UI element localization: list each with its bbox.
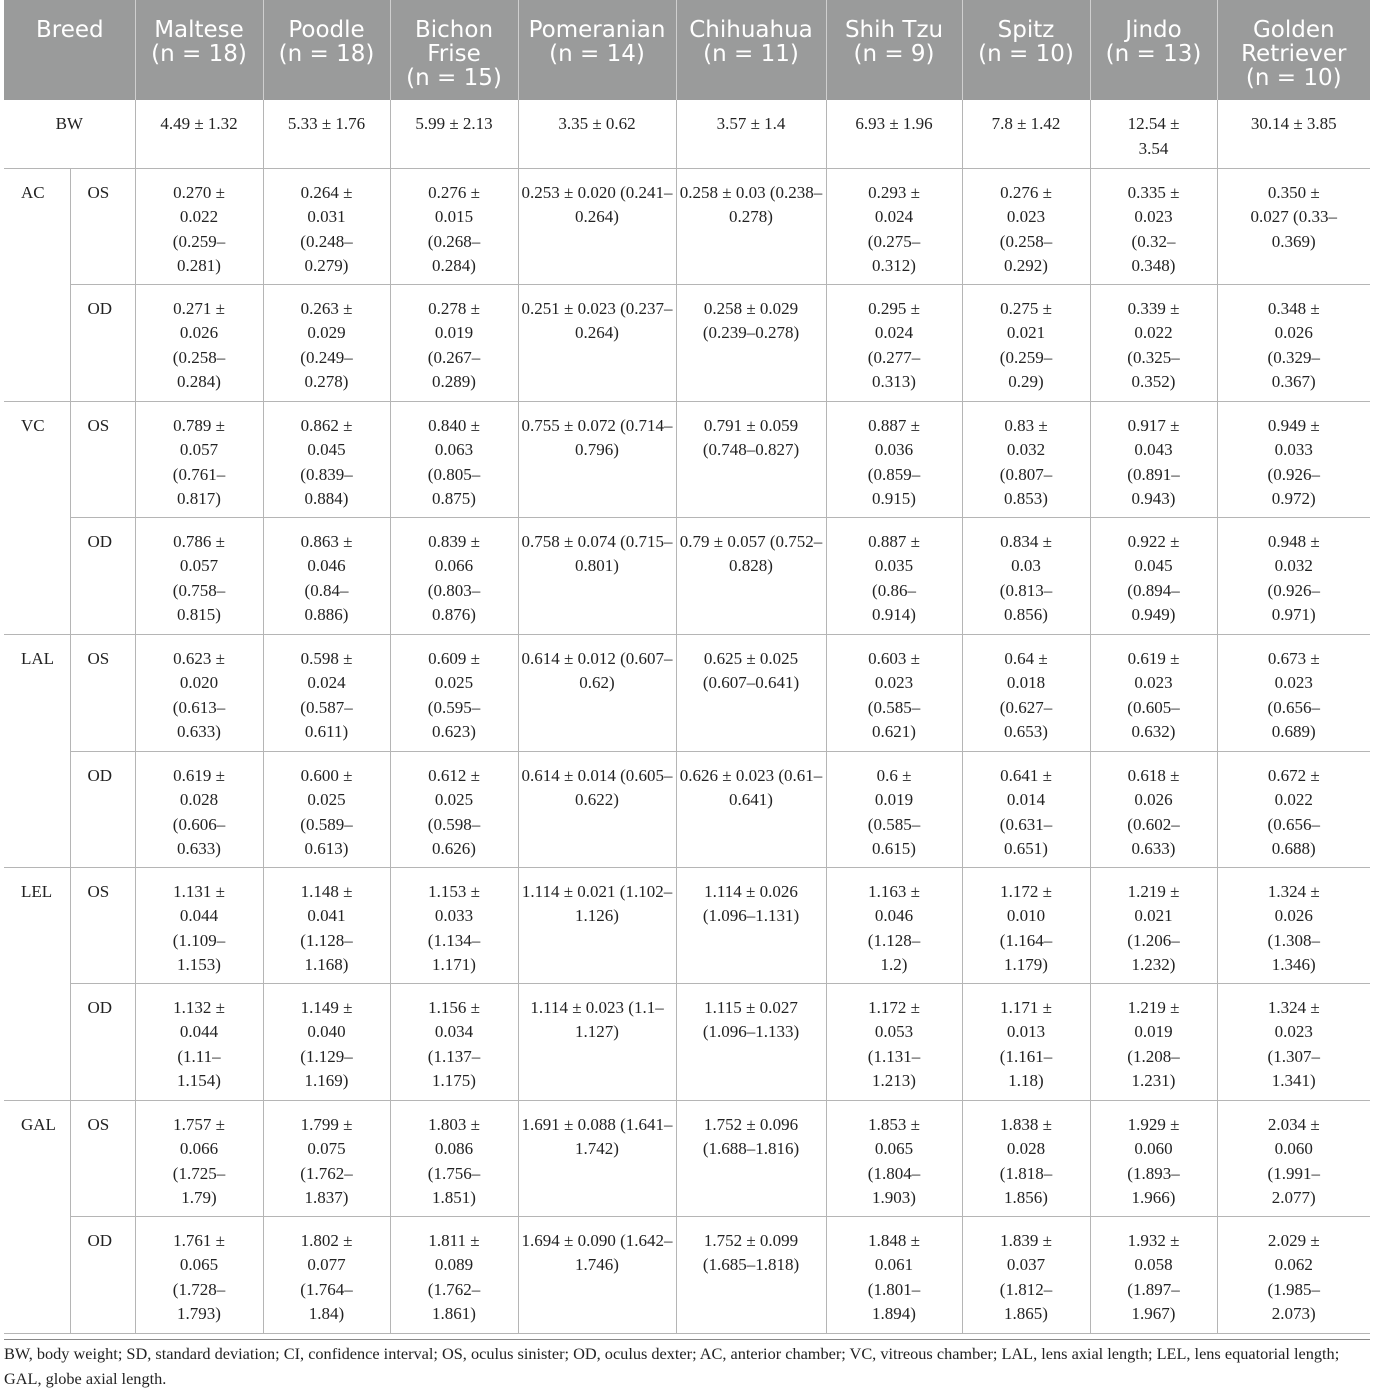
table-cell: 0.275 ± 0.021 (0.259–0.29) (962, 284, 1090, 401)
table-row-lel-os (4, 867, 1370, 983)
table-cell: 0.600 ± 0.025 (0.589–0.613) (263, 751, 390, 867)
table-row-ac-od (4, 284, 1370, 401)
table-row-lal-os (4, 634, 1370, 751)
table-cell: 1.172 ± 0.053 (1.131–1.213) (826, 983, 962, 1100)
table-cell: 0.253 ± 0.020 (0.241–0.264) (518, 168, 676, 284)
table-cell: 1.757 ± 0.066 (1.725–1.79) (135, 1100, 263, 1216)
eye-label: OS (70, 1100, 135, 1216)
table-row-ac-os (4, 168, 1370, 284)
table-cell: 0.276 ± 0.015 (0.268–0.284) (390, 168, 518, 284)
table-cell: 1.114 ± 0.026 (1.096–1.131) (676, 867, 826, 983)
table-cell: 1.324 ± 0.026 (1.308–1.346) (1217, 867, 1370, 983)
sample-size: (n = 9) (853, 41, 935, 67)
table-cell: 1.848 ± 0.061 (1.801–1.894) (826, 1216, 962, 1333)
table-cell: 0.922 ± 0.045 (0.894–0.949) (1090, 517, 1217, 634)
table-row-vc-os (4, 401, 1370, 517)
table-cell: 0.917 ± 0.043 (0.891–0.943) (1090, 401, 1217, 517)
table-cell: 0.251 ± 0.023 (0.237–0.264) (518, 284, 676, 401)
table-cell: 1.761 ± 0.065 (1.728–1.793) (135, 1216, 263, 1333)
sample-size: (n = 11) (703, 41, 799, 67)
column-header-jindo (1090, 0, 1217, 100)
table-cell: 1.132 ± 0.044 (1.11–1.154) (135, 983, 263, 1100)
table-cell: 0.949 ± 0.033 (0.926–0.972) (1217, 401, 1370, 517)
table-cell: 0.6 ± 0.019 (0.585–0.615) (826, 751, 962, 867)
table-cell: 1.803 ± 0.086 (1.756–1.851) (390, 1100, 518, 1216)
table-cell: 1.752 ± 0.096 (1.688–1.816) (676, 1100, 826, 1216)
table-cell: 4.49 ± 1.32 (135, 100, 263, 168)
table-cell: 0.619 ± 0.023 (0.605–0.632) (1090, 634, 1217, 751)
table-cell: 0.258 ± 0.03 (0.238–0.278) (676, 168, 826, 284)
eye-label: OD (70, 284, 135, 401)
table-cell: 0.948 ± 0.032 (0.926–0.971) (1217, 517, 1370, 634)
table-cell: 0.263 ± 0.029 (0.249–0.278) (263, 284, 390, 401)
table-cell: 1.115 ± 0.027 (1.096–1.133) (676, 983, 826, 1100)
row-group-label: VC (4, 401, 70, 634)
table-cell: 0.623 ± 0.020 (0.613–0.633) (135, 634, 263, 751)
table-cell: 0.612 ± 0.025 (0.598–0.626) (390, 751, 518, 867)
row-group-label: LAL (4, 634, 70, 867)
table-cell: 0.603 ± 0.023 (0.585–0.621) (826, 634, 962, 751)
table-cell: 0.626 ± 0.023 (0.61–0.641) (676, 751, 826, 867)
eye-label: OD (70, 1216, 135, 1333)
row-group-label: GAL (4, 1100, 70, 1333)
table-cell: 12.54 ± 3.54 (1090, 100, 1217, 168)
sample-size: (n = 18) (151, 41, 247, 67)
table-cell: 0.258 ± 0.029 (0.239–0.278) (676, 284, 826, 401)
table-cell: 0.335 ± 0.023 (0.32–0.348) (1090, 168, 1217, 284)
column-header-poodle (263, 0, 390, 100)
eye-label: OS (70, 867, 135, 983)
table-cell: 30.14 ± 3.85 (1217, 100, 1370, 168)
breed-header (4, 0, 135, 100)
table-cell: 1.799 ± 0.075 (1.762–1.837) (263, 1100, 390, 1216)
table-row-gal-od (4, 1216, 1370, 1333)
table-row-vc-od (4, 517, 1370, 634)
table-cell: 7.8 ± 1.42 (962, 100, 1090, 168)
column-header-golden-retriever (1217, 0, 1370, 100)
table-cell: 6.93 ± 1.96 (826, 100, 962, 168)
table-cell: 0.271 ± 0.026 (0.258–0.284) (135, 284, 263, 401)
table-cell: 1.219 ± 0.019 (1.208–1.231) (1090, 983, 1217, 1100)
eye-label: OD (70, 751, 135, 867)
table-row-lal-od (4, 751, 1370, 867)
table-cell: 0.64 ± 0.018 (0.627–0.653) (962, 634, 1090, 751)
table-cell: 1.171 ± 0.013 (1.161–1.18) (962, 983, 1090, 1100)
table-cell: 0.295 ± 0.024 (0.277–0.313) (826, 284, 962, 401)
table-cell: 1.752 ± 0.099 (1.685–1.818) (676, 1216, 826, 1333)
eye-label: OS (70, 401, 135, 517)
table-cell: 0.618 ± 0.026 (0.602–0.633) (1090, 751, 1217, 867)
table-cell: 1.153 ± 0.033 (1.134–1.171) (390, 867, 518, 983)
table-cell: 3.35 ± 0.62 (518, 100, 676, 168)
table-cell: 0.641 ± 0.014 (0.631–0.651) (962, 751, 1090, 867)
table-cell: 1.839 ± 0.037 (1.812–1.865) (962, 1216, 1090, 1333)
table-cell: 1.811 ± 0.089 (1.762–1.861) (390, 1216, 518, 1333)
table-cell: 0.863 ± 0.046 (0.84–0.886) (263, 517, 390, 634)
sample-size: (n = 15) (406, 65, 502, 91)
table-cell: 0.758 ± 0.074 (0.715–0.801) (518, 517, 676, 634)
table-row-bw (4, 100, 1370, 168)
table-cell: 1.838 ± 0.028 (1.818–1.856) (962, 1100, 1090, 1216)
ocular-biometry-table (4, 0, 1370, 1334)
sample-size: (n = 18) (278, 41, 375, 67)
column-header-maltese (135, 0, 263, 100)
column-header-spitz (962, 0, 1090, 100)
table-cell: 0.264 ± 0.031 (0.248–0.279) (263, 168, 390, 284)
table-cell: 0.350 ± 0.027 (0.33–0.369) (1217, 168, 1370, 284)
column-header-pomeranian (518, 0, 676, 100)
table-cell: 0.278 ± 0.019 (0.267–0.289) (390, 284, 518, 401)
table-cell: 0.673 ± 0.023 (0.656–0.689) (1217, 634, 1370, 751)
table-cell: 0.83 ± 0.032 (0.807–0.853) (962, 401, 1090, 517)
table-cell: 0.625 ± 0.025 (0.607–0.641) (676, 634, 826, 751)
sample-size: (n = 14) (549, 41, 645, 67)
table-cell: 1.148 ± 0.041 (1.128–1.168) (263, 867, 390, 983)
table-cell: 0.270 ± 0.022 (0.259–0.281) (135, 168, 263, 284)
table-cell: 1.172 ± 0.010 (1.164–1.179) (962, 867, 1090, 983)
breed-name: Spitz (997, 17, 1055, 43)
table-cell: 0.293 ± 0.024 (0.275–0.312) (826, 168, 962, 284)
table-cell: 1.156 ± 0.034 (1.137–1.175) (390, 983, 518, 1100)
table-cell: 0.79 ± 0.057 (0.752–0.828) (676, 517, 826, 634)
breed-name: Golden Retriever (1241, 17, 1347, 67)
eye-label: OD (70, 517, 135, 634)
table-cell: 1.324 ± 0.023 (1.307–1.341) (1217, 983, 1370, 1100)
table-cell: 1.929 ± 0.060 (1.893–1.966) (1090, 1100, 1217, 1216)
table-cell: 1.131 ± 0.044 (1.109–1.153) (135, 867, 263, 983)
table-cell: 2.029 ± 0.062 (1.985–2.073) (1217, 1216, 1370, 1333)
table-cell: 0.614 ± 0.014 (0.605–0.622) (518, 751, 676, 867)
eye-label: OS (70, 634, 135, 751)
table-cell: 1.691 ± 0.088 (1.641–1.742) (518, 1100, 676, 1216)
table-cell: 1.149 ± 0.040 (1.129–1.169) (263, 983, 390, 1100)
column-header-chihuahua (676, 0, 826, 100)
table-cell: 1.219 ± 0.021 (1.206–1.232) (1090, 867, 1217, 983)
table-cell: 3.57 ± 1.4 (676, 100, 826, 168)
table-cell: 2.034 ± 0.060 (1.991–2.077) (1217, 1100, 1370, 1216)
table-cell: 0.614 ± 0.012 (0.607–0.62) (518, 634, 676, 751)
header-row (4, 0, 1370, 100)
table-cell: 0.834 ± 0.03 (0.813–0.856) (962, 517, 1090, 634)
table-cell: 1.802 ± 0.077 (1.764–1.84) (263, 1216, 390, 1333)
table-cell: 0.609 ± 0.025 (0.595–0.623) (390, 634, 518, 751)
table-cell: 1.114 ± 0.021 (1.102–1.126) (518, 867, 676, 983)
table-cell: 0.619 ± 0.028 (0.606–0.633) (135, 751, 263, 867)
table-cell: 0.755 ± 0.072 (0.714–0.796) (518, 401, 676, 517)
sample-size: (n = 10) (1245, 65, 1342, 91)
table-cell: 0.348 ± 0.026 (0.329–0.367) (1217, 284, 1370, 401)
table-cell: 5.99 ± 2.13 (390, 100, 518, 168)
eye-label: OD (70, 983, 135, 1100)
table-cell: 1.163 ± 0.046 (1.128–1.2) (826, 867, 962, 983)
row-group-label: AC (4, 168, 70, 401)
table-cell: 0.672 ± 0.022 (0.656–0.688) (1217, 751, 1370, 867)
table-cell: 0.276 ± 0.023 (0.258–0.292) (962, 168, 1090, 284)
table-cell: 0.339 ± 0.022 (0.325–0.352) (1090, 284, 1217, 401)
table-container (4, 0, 1370, 1334)
column-header-bichon-frise (390, 0, 518, 100)
table-cell: 1.114 ± 0.023 (1.1–1.127) (518, 983, 676, 1100)
table-cell: 1.694 ± 0.090 (1.642–1.746) (518, 1216, 676, 1333)
row-label-bw: BW (4, 100, 135, 168)
breed-name: Maltese (154, 17, 244, 43)
table-row-lel-od (4, 983, 1370, 1100)
breed-name: Shih Tzu (844, 17, 944, 43)
table-footnote: BW, body weight; SD, standard deviation; CI, confidence interval; OS, oculus sinister; OD, oculus dexter; AC, anterior chamber; VC, vitreous chamber; LAL, lens axial length; LEL, lens equatorial length; GAL, globe axial length. (4, 1339, 1370, 1391)
breed-name: Jindo (1125, 17, 1182, 43)
row-group-label: LEL (4, 867, 70, 1100)
table-row-gal-os (4, 1100, 1370, 1216)
sample-size: (n = 10) (978, 41, 1074, 67)
eye-label: OS (70, 168, 135, 284)
breed-name: Pomeranian (528, 17, 666, 43)
table-cell: 1.853 ± 0.065 (1.804–1.903) (826, 1100, 962, 1216)
table-cell: 0.598 ± 0.024 (0.587–0.611) (263, 634, 390, 751)
breed-name: Chihuahua (689, 17, 813, 43)
table-cell: 0.887 ± 0.036 (0.859–0.915) (826, 401, 962, 517)
breed-name: Poodle (288, 17, 365, 43)
breed-header-label: Breed (36, 17, 104, 43)
table-cell: 0.786 ± 0.057 (0.758–0.815) (135, 517, 263, 634)
table-cell: 0.840 ± 0.063 (0.805–0.875) (390, 401, 518, 517)
table-cell: 0.789 ± 0.057 (0.761–0.817) (135, 401, 263, 517)
sample-size: (n = 13) (1105, 41, 1202, 67)
table-cell: 1.932 ± 0.058 (1.897–1.967) (1090, 1216, 1217, 1333)
table-cell: 0.839 ± 0.066 (0.803–0.876) (390, 517, 518, 634)
breed-name: Bichon Frise (414, 17, 494, 67)
table-cell: 0.791 ± 0.059 (0.748–0.827) (676, 401, 826, 517)
table-cell: 0.887 ± 0.035 (0.86–0.914) (826, 517, 962, 634)
table-cell: 5.33 ± 1.76 (263, 100, 390, 168)
column-header-shih-tzu (826, 0, 962, 100)
table-body (4, 100, 1370, 1333)
table-cell: 0.862 ± 0.045 (0.839–0.884) (263, 401, 390, 517)
